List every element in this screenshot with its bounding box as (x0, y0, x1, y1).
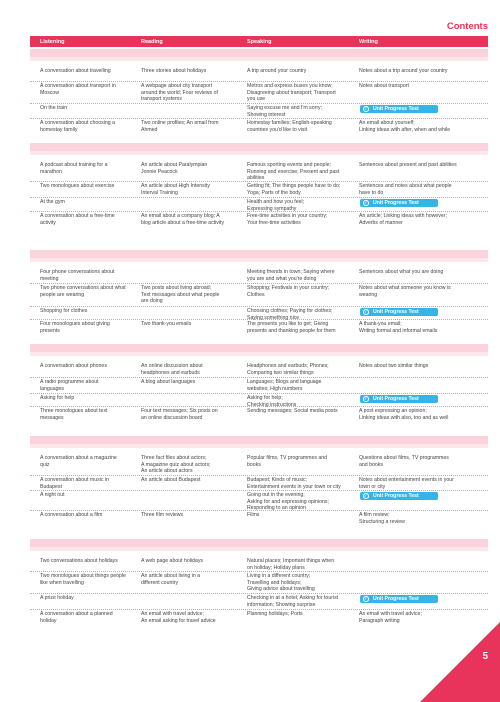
unit-header-band (30, 436, 488, 444)
listening-cell: On the train (40, 105, 68, 111)
lesson-row (30, 454, 488, 476)
listening-cell: A conversation about a planned holiday (40, 611, 113, 624)
writing-cell: Sentences and notes about what people have to do (359, 183, 452, 196)
listening-cell: Two conversations about holidays (40, 558, 118, 564)
writing-cell: Questions about films, TV programmes and books (359, 455, 449, 468)
speaking-cell: Going out in the evening; Asking for and expressing opinions; Responding to an opinion (247, 492, 329, 512)
listening-cell: A conversation about transport in Moscow (40, 83, 116, 96)
check-circle-icon: ✓ (364, 200, 368, 206)
reading-cell: An article about Paralympian Jonnie Peacock (141, 162, 208, 175)
lesson-row (30, 284, 488, 307)
header-writing: Writing (359, 38, 378, 45)
writing-cell: Sentences about present and past abilities (359, 162, 457, 168)
speaking-cell: Films (247, 512, 260, 518)
writing-cell: An email with travel advice; Paragraph writing (359, 611, 422, 624)
listening-cell: A conversation about phones (40, 363, 107, 369)
lesson-row (30, 491, 488, 511)
column-header-bar (30, 36, 488, 47)
unit-rows (30, 448, 488, 525)
unit-header-band (30, 344, 488, 352)
listening-cell: Two phone conversations about what people are wearing (40, 285, 126, 298)
lesson-row (30, 320, 488, 334)
lesson-row (30, 212, 488, 227)
speaking-cell: Natural places; Important things when on holiday; Holiday plans (247, 558, 335, 571)
lesson-row (30, 362, 488, 378)
speaking-cell: Budapest; Kinds of music; Entertainment events in your town or city (247, 477, 341, 490)
lesson-row (30, 268, 488, 284)
listening-cell: A conversation about music in Budapest (40, 477, 109, 490)
unit-progress-test-button[interactable] (360, 308, 438, 316)
listening-cell: A conversation about a magazine quiz (40, 455, 117, 468)
reading-cell: An article about High Intensity Interval Training (141, 183, 210, 196)
listening-cell: A podcast about training for a marathon (40, 162, 108, 175)
speaking-cell: Sending messages; Social media posts (247, 408, 338, 414)
reading-cell: An email about a company blog; A blog article about a free-time activity (141, 213, 225, 226)
check-circle-icon: ✓ (364, 309, 368, 315)
reading-cell: A webpage about city transport around the world; Four reviews of transport systems (141, 83, 218, 103)
speaking-cell: Homestay families; English-speaking countries you'd like to visit (247, 120, 332, 133)
speaking-cell: Checking in at a hotel; Asking for tourist information; Showing surprise (247, 595, 339, 608)
lesson-row (30, 511, 488, 525)
writing-cell: An email about yourself; Linking ideas with after, when and while (359, 120, 451, 133)
listening-cell: A prize holiday (40, 595, 74, 601)
unit-section (30, 49, 488, 135)
unit-rows (30, 262, 488, 334)
unit-progress-test-button[interactable] (360, 492, 438, 500)
listening-cell: Two monologues about things people like when travelling (40, 573, 126, 586)
header-reading: Reading (141, 38, 163, 45)
unit-section (30, 344, 488, 421)
listening-cell: A conversation about a free-time activity (40, 213, 115, 226)
writing-cell: Notes about transport (359, 83, 409, 89)
progress-test-label: Unit Progress Test (373, 309, 419, 315)
speaking-cell: Saying excuse me and I'm sorry; Showing interest (247, 105, 323, 118)
reading-cell: An article about Budapest (141, 477, 201, 483)
listening-cell: A conversation about choosing a homestay family (40, 120, 115, 133)
lesson-row (30, 119, 488, 135)
writing-cell: An article; Linking ideas with however; Adverbs of manner (359, 213, 447, 226)
lesson-row (30, 594, 488, 610)
listening-cell: A conversation about a film (40, 512, 103, 518)
writing-cell: A post expressing an opinion; Linking ideas with also, too and as well (359, 408, 449, 421)
page-number: 5 (482, 651, 488, 662)
unit-rows (30, 155, 488, 227)
lesson-row (30, 557, 488, 572)
listening-cell: Shopping for clothes (40, 308, 88, 314)
lesson-row (30, 82, 488, 104)
unit-section (30, 436, 488, 525)
unit-header-band (30, 143, 488, 151)
listening-cell: Four phone conversations about meeting (40, 269, 115, 282)
reading-cell: An article about living in a different country (141, 573, 201, 586)
speaking-cell: Asking for help; Checking instructions (247, 395, 297, 408)
lesson-row (30, 378, 488, 394)
reading-cell: Three stories about holidays (141, 68, 207, 74)
progress-test-label: Unit Progress Test (373, 396, 419, 402)
listening-cell: A conversation about travelling (40, 68, 111, 74)
progress-test-label: Unit Progress Test (373, 200, 419, 206)
unit-header-band (30, 49, 488, 57)
speaking-cell: Metros and express buses you know; Disagreeing about transport; Transport you use (247, 83, 336, 103)
header-listening: Listening (40, 38, 65, 45)
page-corner-decoration (420, 622, 500, 702)
reading-cell: A blog about languages (141, 379, 196, 385)
unit-header-band (30, 250, 488, 258)
lesson-row (30, 182, 488, 198)
reading-cell: Three fact files about actors; A magazine quiz about actors; An article about actors (141, 455, 211, 475)
reading-cell: Two posts about living abroad; Text messages about what people are doing (141, 285, 220, 305)
reading-cell: Two thank-you emails (141, 321, 192, 327)
unit-section (30, 143, 488, 227)
page-title: Contents (446, 21, 488, 32)
unit-rows (30, 61, 488, 135)
unit-header-band (30, 539, 488, 547)
speaking-cell: Planning holidays; Ports (247, 611, 303, 617)
progress-test-label: Unit Progress Test (373, 493, 419, 499)
reading-cell: An online discussion about headphones and earbuds (141, 363, 203, 376)
unit-section (30, 250, 488, 334)
unit-progress-test-button[interactable] (360, 105, 438, 113)
check-circle-icon: ✓ (364, 493, 368, 499)
reading-cell: A web page about holidays (141, 558, 204, 564)
check-circle-icon: ✓ (364, 106, 368, 112)
writing-cell: Notes about a trip around your country (359, 68, 448, 74)
speaking-cell: The presents you like to get; Giving presents and thanking people for them (247, 321, 336, 334)
speaking-cell: Famous sporting events and people; Running and exercise; Present and past abilities (247, 162, 340, 182)
listening-cell: Asking for help (40, 395, 75, 401)
unit-rows (30, 356, 488, 421)
reading-cell: Three film reviews (141, 512, 184, 518)
listening-cell: A radio programme about languages (40, 379, 99, 392)
reading-cell: Two online profiles; An email from Ahmed (141, 120, 219, 133)
speaking-cell: Free-time activities in your country; Your free-time activities (247, 213, 328, 226)
lesson-row (30, 394, 488, 407)
unit-progress-test-button[interactable] (360, 595, 438, 603)
unit-progress-test-button[interactable] (360, 199, 438, 207)
reading-cell: Four text messages; Six posts on an online discussion board (141, 408, 218, 421)
lesson-row (30, 198, 488, 212)
lesson-row (30, 307, 488, 320)
speaking-cell: Health and how you feel; Expressing sympathy (247, 199, 305, 212)
writing-cell: Notes about what someone you know is wearing (359, 285, 451, 298)
progress-test-label: Unit Progress Test (373, 596, 419, 602)
speaking-cell: Shopping; Festivals in your country; Clothes (247, 285, 330, 298)
lesson-row (30, 476, 488, 491)
speaking-cell: Headphones and earbuds; Phones; Comparing two similar things (247, 363, 329, 376)
speaking-cell: Meeting friends in town; Saying where you are and what you're doing (247, 269, 335, 282)
unit-progress-test-button[interactable] (360, 395, 438, 403)
writing-cell: A film review; Structuring a review (359, 512, 405, 525)
listening-cell: At the gym (40, 199, 65, 205)
speaking-cell: Choosing clothes; Paying for clothes; Saying something nice (247, 308, 333, 321)
writing-cell: Sentences about what you are doing (359, 269, 444, 275)
lesson-row (30, 572, 488, 594)
listening-cell: Three monologues about text messages (40, 408, 108, 421)
writing-cell: Notes about entertainment events in your town or city (359, 477, 454, 490)
lesson-row (30, 161, 488, 182)
lesson-row (30, 67, 488, 82)
reading-cell: An email with travel advice; An email asking for travel advice (141, 611, 216, 624)
check-circle-icon: ✓ (364, 596, 368, 602)
progress-test-label: Unit Progress Test (373, 106, 419, 112)
writing-cell: A thank-you email; Writing formal and informal emails (359, 321, 438, 334)
speaking-cell: Getting fit; The things people have to do; Yoga; Parts of the body (247, 183, 341, 196)
speaking-cell: A trip around your country (247, 68, 307, 74)
speaking-cell: Living in a different country; Travelling and holidays; Giving advice about travelling (247, 573, 315, 593)
listening-cell: A night out (40, 492, 65, 498)
lesson-row (30, 104, 488, 119)
listening-cell: Four monologues about giving presents (40, 321, 110, 334)
header-speaking: Speaking (247, 38, 272, 45)
speaking-cell: Popular films, TV programmes and books (247, 455, 328, 468)
writing-cell: Notes about two similar things (359, 363, 429, 369)
speaking-cell: Languages; Blogs and language websites; High numbers (247, 379, 322, 392)
unit-section (30, 539, 488, 626)
listening-cell: Two monologues about exercise (40, 183, 115, 189)
unit-rows (30, 551, 488, 626)
lesson-row (30, 407, 488, 421)
check-circle-icon: ✓ (364, 396, 368, 402)
